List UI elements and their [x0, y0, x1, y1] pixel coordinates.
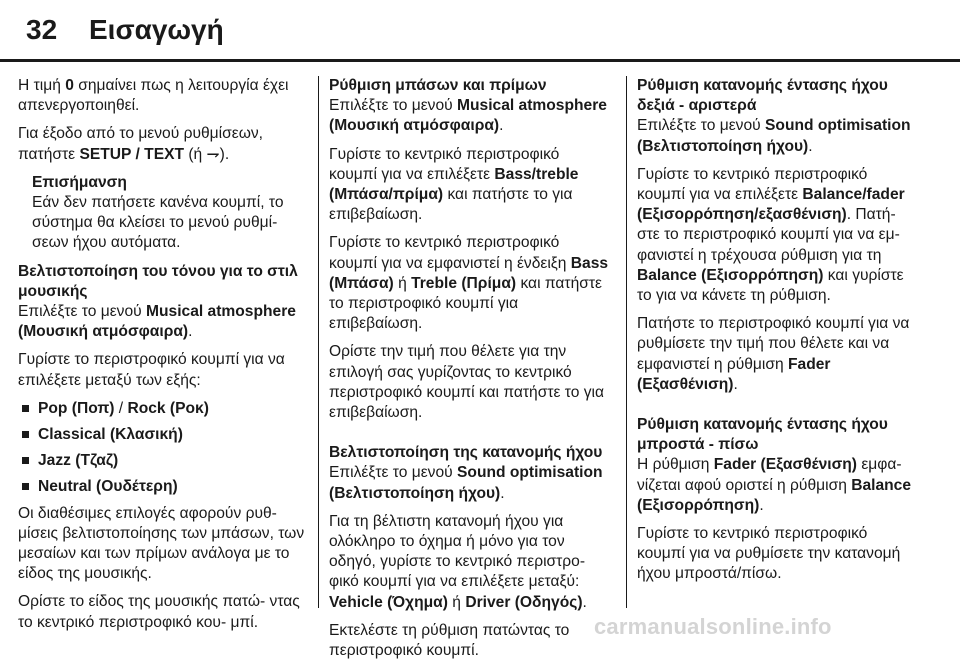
note-box [18, 173, 316, 254]
text: Επιλέξτε το μενού [18, 303, 147, 321]
paragraph [637, 455, 919, 516]
text: σημαίνει πως η λειτουργία έχει απενεργοποιηθεί. [18, 77, 289, 115]
list-item [18, 425, 316, 445]
bold-text: Musical atmosphere (Μουσική ατμόσφαιρα) [329, 97, 607, 135]
bold-text: 0 [65, 77, 74, 94]
bold-text: Balance/fader (Εξισορρόπηση/εξασθένιση) [637, 186, 905, 224]
paragraph: Εκτελέστε τη ρύθμιση πατώντας το περιστροφικό κουμπί. [329, 621, 570, 660]
paragraph [18, 76, 316, 116]
bullet-icon [22, 483, 29, 490]
paragraph [329, 463, 609, 503]
column-divider [318, 76, 319, 608]
text: . [759, 496, 764, 514]
bold-text: Vehicle (Όχημα) [329, 593, 448, 611]
text: . [582, 593, 587, 611]
text: . [500, 484, 505, 502]
bold-text: Sound optimisation (Βελτιστοποίηση ήχου) [329, 464, 603, 502]
text: και γυρίστε το για να κάνετε τη ρύθμιση. [637, 266, 904, 305]
item-text: Pop (Ποπ) [38, 399, 115, 417]
paragraph [637, 314, 919, 395]
text: Για έξοδο από το μενού ρυθμίσεων, πατήστε [18, 125, 263, 163]
bullet-icon [22, 405, 29, 412]
page-header [0, 0, 960, 62]
text: Γυρίστε το κεντρικό περιστροφικό κουμπί για να επιλέξετε [637, 165, 868, 204]
paragraph: Ορίστε την τιμή που θέλετε για την επιλογή σας γυρίζοντας το κεντρικό περιστροφικό κουμπί και πατήστε το για επιβεβαίωση. [329, 343, 604, 422]
spacer [637, 403, 919, 415]
paragraph [637, 116, 919, 156]
section-heading: Ρύθμιση κατανομής έντασης ήχου δεξιά - αριστερά [637, 77, 888, 115]
text: ή [393, 274, 412, 292]
option-list [18, 399, 316, 498]
note-body: Εάν δεν πατήσετε κανένα κουμπί, το σύστημα θα κλείσει το μενού ρυθμί- σεων ήχου αυτόματα. [32, 194, 284, 252]
bold-text: Treble (Πρίμα) [411, 274, 517, 292]
text: . Πατή- στε το περιστροφικό κουμπί για να εμ- φανιστεί η τρέχουσα ρύθμιση για τη [637, 206, 900, 264]
bullet-icon [22, 431, 29, 438]
bold-text: Bass/treble (Μπάσα/πρίμα) [329, 165, 579, 204]
separator: / [114, 399, 128, 417]
paragraph [637, 165, 919, 306]
paragraph [18, 302, 316, 342]
item-text: Neutral (Ουδέτερη) [38, 478, 178, 496]
text: . [499, 117, 504, 135]
bold-text: SETUP / TEXT [79, 145, 185, 163]
text: (ή ⇁). [184, 145, 230, 163]
paragraph [329, 233, 609, 334]
paragraph: Γυρίστε το περιστροφικό κουμπί για να επιλέξετε μεταξύ των εξής: [18, 351, 285, 389]
list-item [18, 451, 316, 471]
text: ή [447, 593, 466, 611]
text: Επιλέξτε το μενού [329, 97, 458, 115]
bold-text: Balance (Εξισορρόπηση) [637, 266, 824, 284]
text: Πατήστε το περιστροφικό κουμπί για να ρυθμίσετε την τιμή που θέλετε και να εμφανιστεί η ρύθμιση [637, 315, 910, 373]
header-rule [0, 59, 960, 62]
bold-text: Balance (Εξισορρόπηση) [637, 476, 912, 514]
text: Επιλέξτε το μενού [637, 117, 766, 135]
column-1 [18, 76, 316, 641]
column-3 [637, 76, 919, 593]
list-item [18, 477, 316, 497]
bold-text: Musical atmosphere (Μουσική ατμόσφαιρα) [18, 303, 296, 341]
bold-text: Bass (Μπάσα) [329, 254, 609, 292]
section-heading: Βελτιστοποίηση του τόνου για το στιλ μουσικής [18, 262, 298, 300]
column-2 [329, 76, 609, 669]
bold-text: Fader (Εξασθένιση) [637, 355, 831, 393]
column-divider [626, 76, 627, 608]
bullet-icon [22, 457, 29, 464]
text: και πατήστε το περιστροφικό κουμπί για επιβεβαίωση. [329, 274, 602, 333]
text: Γυρίστε το κεντρικό περιστροφικό κουμπί για να επιλέξετε [329, 145, 560, 183]
paragraph [329, 145, 609, 226]
text: . [808, 137, 813, 155]
paragraph [329, 96, 609, 136]
spacer [329, 431, 609, 443]
page-number: 32 [26, 14, 58, 45]
paragraph [329, 512, 609, 613]
page-title: Εισαγωγή [89, 14, 224, 45]
text: Γυρίστε το κεντρικό περιστροφικό κουμπί για να εμφανιστεί η ένδειξη [329, 234, 571, 272]
note-title: Επισήμανση [32, 173, 127, 191]
text: . [733, 375, 738, 393]
section-heading: Ρύθμιση μπάσων και πρίμων [329, 77, 547, 94]
paragraph: Οι διαθέσιμες επιλογές αφορούν ρυθ- μίσεις βελτιστοποίησης των μπάσων, των μεσαίων και των πρίμων ανάλογα με το είδος της μουσικής. [18, 504, 305, 583]
watermark: carmanualsonline.info [594, 614, 832, 639]
paragraph: Ορίστε το είδος της μουσικής πατώ- ντας το κεντρικό περιστροφικό κου- μπί. [18, 593, 300, 631]
list-item [18, 399, 316, 419]
text: . [188, 323, 193, 341]
paragraph [18, 124, 316, 164]
item-text: Jazz (Τζαζ) [38, 452, 119, 470]
text: και πατήστε το για επιβεβαίωση. [329, 186, 573, 224]
bold-text: Sound optimisation (Βελτιστοποίηση ήχου) [637, 117, 911, 155]
paragraph: Γυρίστε το κεντρικό περιστροφικό κουμπί για να ρυθμίσετε την κατανομή ήχου μπροστά/πίσω. [637, 525, 901, 583]
item-text: Classical (Κλασική) [38, 426, 183, 444]
text: Η ρύθμιση [637, 456, 714, 474]
section-heading: Ρύθμιση κατανομής έντασης ήχου μπροστά - πίσω [637, 416, 888, 454]
text: Για τη βέλτιστη κατανομή ήχου για ολόκληρο το όχημα ή μόνο για τον οδηγό, γυρίστε το κεντρικό περιστρο- φικό κουμπί για να επιλέξετε μεταξύ: [329, 512, 586, 591]
section-heading: Βελτιστοποίηση της κατανομής ήχου [329, 444, 603, 462]
text: Η τιμή [18, 77, 66, 94]
text: εμφα- νίζεται αφού οριστεί η ρύθμιση [637, 456, 902, 494]
text: Επιλέξτε το μενού [329, 464, 458, 482]
bold-text: Driver (Οδηγός) [465, 593, 583, 611]
item-text: Rock (Ροκ) [127, 399, 209, 417]
bold-text: Fader (Εξασθένιση) [713, 456, 858, 474]
